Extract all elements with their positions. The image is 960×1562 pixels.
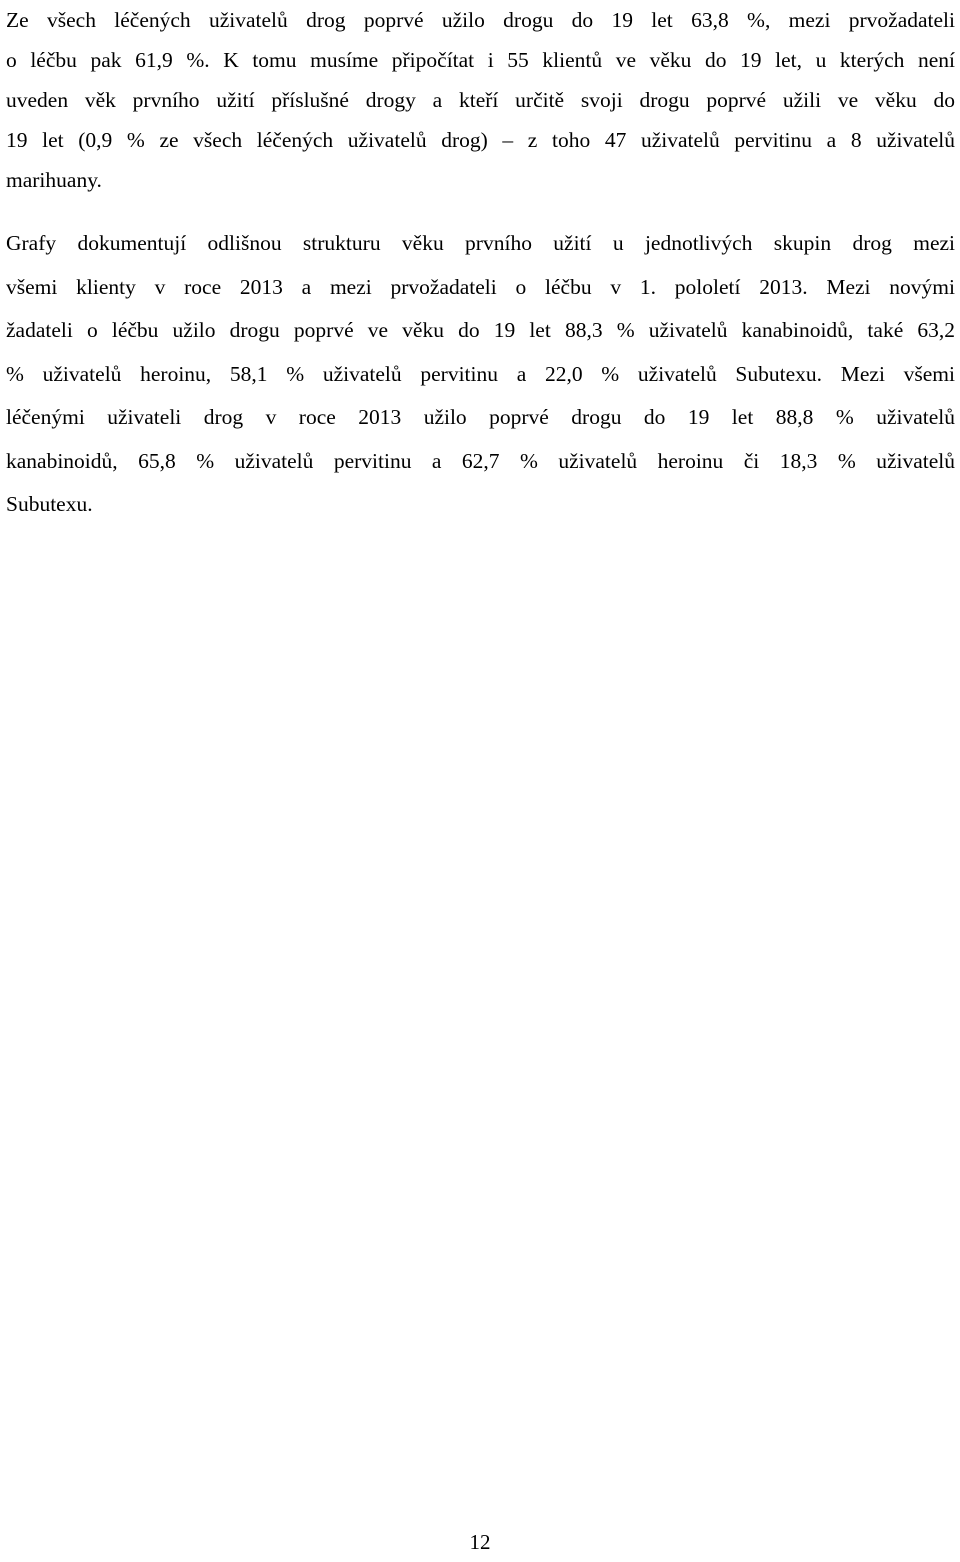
text-line: Ze všech léčených uživatelů drog poprvé užilo drogu do 19 let 63,8 %, mezi prvožadateli [6,8,955,32]
text-line: Subutexu. [6,492,93,516]
text-line: 19 let (0,9 % ze všech léčených uživatelů drog) – z toho 47 uživatelů pervitinu a 8 uživatelů [6,128,955,152]
paragraph-graphs-description [6,222,955,527]
text-line: % uživatelů heroinu, 58,1 % uživatelů pervitinu a 22,0 % uživatelů Subutexu. Mezi všemi [6,361,955,386]
text-line: žadateli o léčbu užilo drogu poprvé ve věku do 19 let 88,3 % uživatelů kanabinoidů, také 63,2 [6,318,955,342]
text-line: Grafy dokumentují odlišnou strukturu věku prvního užití u jednotlivých skupin drog mezi [6,231,955,255]
paragraph-first-use-statistics [6,0,955,200]
text-line: uveden věk prvního užití příslušné drogy a kteří určitě svoji drogu poprvé užili ve věku do [6,88,955,112]
text-line: o léčbu pak 61,9 %. K tomu musíme připočítat i 55 klientů ve věku do 19 let, u kterých není [6,48,955,72]
text-line: marihuany. [6,168,102,192]
text-line: kanabinoidů, 65,8 % uživatelů pervitinu a 62,7 % uživatelů heroinu či 18,3 % uživatelů [6,448,955,473]
text-line: všemi klienty v roce 2013 a mezi prvožadateli o léčbu v 1. pololetí 2013. Mezi novými [6,274,955,299]
page-number: 12 [469,1530,491,1554]
text-line: léčenými uživateli drog v roce 2013 užilo poprvé drogu do 19 let 88,8 % uživatelů [6,405,955,429]
